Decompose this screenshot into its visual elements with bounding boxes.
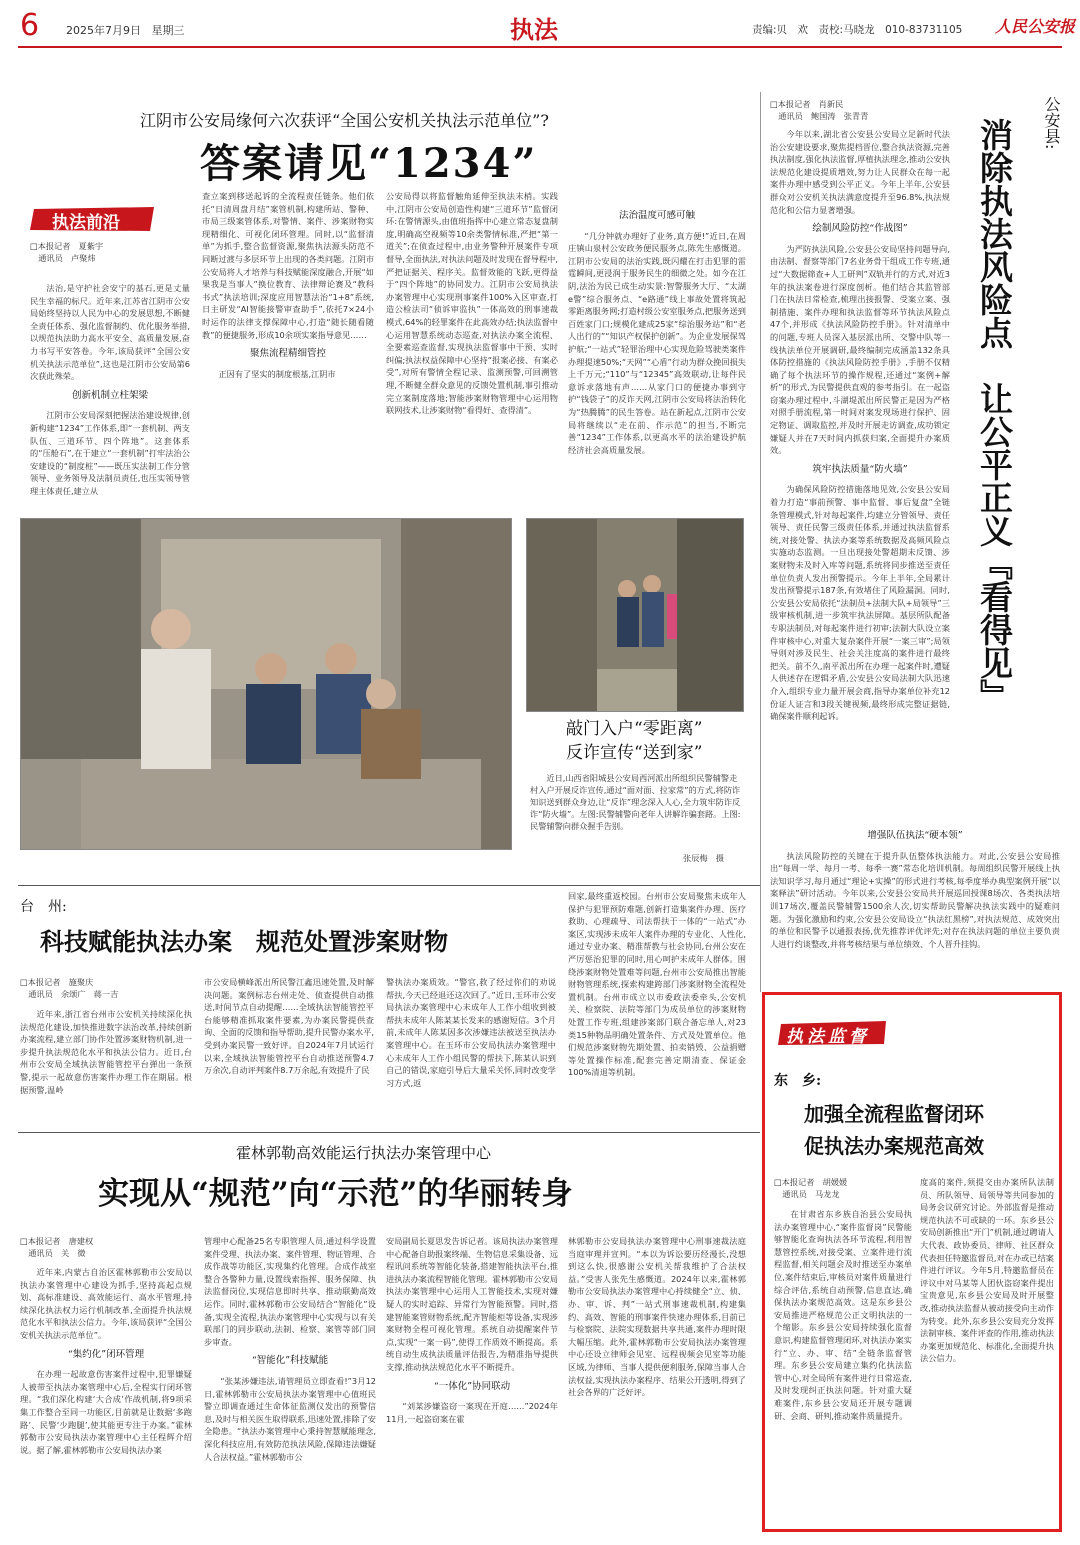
subheading: “智能化”科技赋能	[251, 1355, 329, 1367]
story4-column-1	[20, 1266, 192, 1528]
subheading: 法治温度可感可触	[618, 210, 695, 221]
story1-title: 答案请见“1234”	[200, 140, 538, 187]
paragraph: “张某涉嫌违法,请管理员立即查看!”3月12日,霍林郭勒市公安局执法办案管理中心值班民警立即调查通过生命体征监测仪发出的预警信息,及时与相关医生取得联系,迅速处置,排除了安全隐患。“执法办案管理中心秉持智慧赋能理念,深化科技应用,有效防范执法风险,保障违法嫌疑人合法权益。”霍林郭勒市公	[204, 1375, 376, 1462]
story4-column-3	[386, 1235, 558, 1528]
story5-title	[804, 1098, 984, 1162]
weekday-text: 星期三	[151, 24, 185, 37]
story4-column-2	[204, 1235, 376, 1528]
paragraph: 近年来,内蒙古自治区霍林郭勒市公安局以执法办案管理中心建设为抓手,坚持高起点规划、高标准建设、高效能运行、高水平管理,持续深化执法权力运行机制改革,全面提升执法规范化水平和执法公信力。今年,该局获评“全国公安机关执法示范单位”。	[20, 1267, 192, 1340]
paragraph: 为严防执法风险,公安县公安局坚持问题导向,由法制、督察等部门7名业务骨干组成工作专班,通过“大数据筛查+人工研判”双轨并行的方式,对近3年的执法案卷进行深度剖析。他们结合其监管部门在执法日常检查,梳理出接报警、受案立案、强制措施、案件办理和执法监督等环节执法风险点47个,并形成《执法风险防控手册》。针对清单中的问题,专班人员深入基层派出所、交警中队等一线执法单位开展调研,最终编制完成涵盖132条具体防控措施的《执法风险防控手册》,手册不仅精确了每个执法环节的操作规程,还通过“案例+解析”的形式,为民警提供直观的参考指引。在一起盗窃案办理过程中,斗湖堤派出所民警正是因为严格对照手册流程,第一时间对案发现场进行保护、固定物证、调取监控,并及时开展走访调查,成功锁定嫌疑人并在7天时间内抓获归案,全面提升办案质效。	[770, 243, 950, 456]
subheading: 聚焦流程精细管控	[249, 348, 326, 360]
column-tag-frontline	[30, 206, 158, 232]
story5-title-line-2: 促执法办案规范高效	[804, 1134, 984, 1158]
header-rule	[18, 46, 1062, 48]
column-divider	[760, 92, 761, 992]
column-tag-label: 执法监督	[786, 1027, 870, 1047]
story5-title-line-1: 加强全流程监督闭环	[804, 1102, 984, 1126]
story3-column-3	[386, 976, 556, 1126]
story2-bottom-block	[770, 830, 1060, 990]
page-number: 6	[20, 8, 40, 43]
paragraph: 市公安局横峰派出所民警江鑫迅速处置,及时解决问题。案例标志台州走处、侦查提供自动推送,时间节点自动提醒……全域执法智能管控平台能够精准抓取案件要素,为办案民警提供查询、全面的反馈和指导帮助,提升民警办案水平,受到办案民警一致好评。自2024年7月试运行以来,全域执法智能管控平台自动推送预警4.7万余次,自动评判案件8.7万余起,有效提升了民	[204, 977, 374, 1076]
section-rule	[18, 1132, 760, 1133]
subheading: 创新机制立柱架梁	[71, 389, 148, 401]
story1-byline: □本报记者 夏紫宇 通讯员 卢聚炜	[30, 241, 104, 263]
paragraph: 管理中心配备25名专职管理人员,通过科学设置案件受理、执法办案、案件管理、物证管理、合成作战等功能区,实现集约化管理。合成作战室整合各警种力量,设置线索指挥、服务保障、执法监督岗位,实现信息即时共享、推动联勤高效运作。同时,霍林郭勒市公安局结合“智能化”设备,实现全流程,执法办案管理中心实现与以有关联部门的同步联动,法制、检察、案管等部门同步审查。	[204, 1236, 376, 1347]
story3-byline: □本报记者 施聚庆 通讯员 余颂广 蒋一吉	[20, 977, 119, 999]
paragraph: 近年来,浙江省台州市公安机关持续深化执法规范化建设,加快推进数字法治改革,持续创新办案流程,建立部门协作处置涉案财物机制,进一步提升执法规范化水平和执法公信力。近日,台州市公安局全域执法智能管控平台弹出一条预警,提示一起故意伤害案件办理工作在期届。根据预警,温岭	[20, 1009, 192, 1095]
paragraph: 查立案到移送起诉的全流程责任链条。他们依托“日清周盘月结”案管机制,构建所站、警种、市局三级案管体系,对警情、案件、涉案财物实现精细化、可视化闭环管理。同时,以“监督清单”为抓手,整合监督资源,聚焦执法源头防范不同断过渡与多层环节上出现的各类问题。江阴市公安局将人才培养与科技赋能深度融合,开展“如果我是当事人”换位教育、法律辩论赛及“教科书式”执法培训;深度应用智慧法治“1+8”系统,日主研发“AI智能接警审查助手”,依托7×24小时运作的法律支撑保障中心,打造“随长随看随教”的便捷服务,形成10余项实案指导意见……	[202, 191, 374, 340]
paragraph: 今年以来,湖北省公安县公安局立足新时代法治公安建设要求,聚焦提档晋位,整合执法资源,完善执法制度,强化执法监督,厚植执法理念,推动公安执法规范化建设提质增效,努力让人民群众在每一起案件办理中感受到公平正义。今年上半年,公安县群众对公安机关执法满意度提升至96.8%,执法规范化和公信力显著增强。	[770, 129, 950, 215]
section-title: 执法	[510, 15, 558, 44]
story4-title: 实现从“规范”向“示范”的华丽转身	[98, 1176, 573, 1212]
paragraph: 为确保风险防控措施落地见效,公安县公安局着力打造“事前预警、事中监督、事后复盘”全链条管理模式,针对每起案件,均建立分管领导、责任领导、责任民警三级责任体系,并通过执法监督系统,对接处警、执法办案等系统数据及高频风险点实施动态监测。一旦出现接处警超期未反馈、涉案财物未及时入库等问题,系统将同步推送至责任单位负责人发出预警提示。今年上半年,全局累计发出预警提示187条,有效堵住了风险漏洞。同时,公安县公安局依托“法制员+法制大队+局领导”三级审核机制,进一步筑牢执法屏障。基层所队配备专职法制员,对每起案件进行初审;法制大队设立案件审核中心,对重大复杂案件开展“一案三审”;局领导则对涉及民生、社会关注度高的案件进行最终把关。前不久,南平派出所在办理一起案件时,遭疑人供述存在逻辑矛盾,公安县公安局法制大队迅速介入,组织专业力量开展会商,指导办案单位补充12份证人证言和3段关键视频,最终形成完整证据链,确保案件顺利起诉。	[770, 484, 950, 722]
paragraph: 执法风险防控的关键在于提升队伍整体执法能力。对此,公安县公安局推出“每周一学、每月一考、每季一赛”常态化培训机制。每周组织民警开展线上执法知识学习,每月通过“理论+实操”的形式进行考核,每季度举办典型案例开展“以案释法”研讨活动。今年以来,公安县公安局共开展巡回授课8场次、各类执法培训17场次,覆盖民警辅警1500余人次,切实帮助民警解决执法实践中的疑难问题。为强化激励和约束,公安县公安局设立“执法红黑榜”,对执法规范、成效突出的单位和民警予以通报表扬,优先推荐评优评先;对存在执法问题的单位主要负责人进行约谈整改,并将考核结果与单位绩效、个人晋升挂钩。	[770, 850, 1060, 949]
story1-column-3	[386, 190, 558, 507]
paragraph: “几分钟就办理好了业务,真方便!”近日,在周庄镇山泉村公安政务便民服务点,陈先生感慨道。江阴市公安局的法治实践,既闪耀在打击犯罪的雷霆瞬间,更浸润于服务民生的细微之处。如今在江阴,法治为民已成生动实景:智警服务大厅、“太湖e警”综合服务点、“e路通”线上事故处置将筑起零距离服务网;打造村级公安室服务点,把服务送到百姓家门口;规模化建成25家“综治服务站”和“老人出行的”“知识产权保护创新”。为企业发展保驾护航;“一站式”轻罪治理中心实现危险驾驶类案件办理提速50%;“天网”“心盾”行动为群众挽回损失上千万元;“110”与“12345”高效联动,让每件民意诉求落地有声……从家门口的便捷办事到守护“钱袋子”的反诈天网,江阴市公安局将法治转化为“热腾腾”的民生答卷。站在新起点,江阴市公安局将继续以“走在前、作示范”的担当,不断完善“1234”工作体系,以更高水平的法治建设护航经济社会高质量发展。	[568, 230, 746, 455]
section-rule	[18, 885, 760, 886]
photo-illustration	[527, 519, 743, 711]
subheading: 绘制风险防控“作战图”	[812, 223, 908, 235]
story1-kicker: 江阴市公安局缘何六次获评“全国公安机关执法示范单位”?	[140, 111, 549, 130]
issue-date	[66, 22, 185, 38]
paragraph: 警执法办案质效。“警官,救了经过你们的劝说帮扶,今天已经退还这次回了。”近日,玉环市公安局执法办案管理中心未成年人工作小组收到被帮扶未成年人陈某某长发来的感谢短信。3个月前,未成年人陈某因多次涉嫌违法被送至执法办案管理中心。在玉环市公安局执法办案管理中心未成年人工作小组民警的帮扶下,陈某认识到自己的错误,家庭引导后大量采关怀,同时改变学习方式,返	[386, 977, 556, 1088]
masthead-logo: 人民公安报	[995, 17, 1076, 36]
photo-right-farewell	[526, 518, 744, 712]
subheading: “一体化”协同联动	[433, 1380, 511, 1392]
paragraph: 公安局得以将监督触角延伸至执法末梢。实践中,江阴市公安局创造性构建“三道环节”监督闭环:在警情源头,由值班指挥中心建立常态复盘制度,明确高空视频等10余类警情标准,严把“第一道关”;在侦查过程中,由业务警种开展案件专项督导,全面执法,对执法问题及时发现在督导程中,严把证据关、程序关。监督效能的飞跃,更得益于“四个阵地”的协同发力。江阴市公安局执法办案管理中心实现刑事案件100%入区审查,打造公检法司“侦诉审监执”一体高效的刑事速裁模式,64%的轻罪案件在此高效办结;执法监督中心运用智慧系统动态巡查,对执法办案全流程、全要素巡查监督,实现执法监督事中干预、实时纠偏;执法权益保障中心坚持“报案必接、有案必受”,对所有警情全程记录、监测预警,可回溯管理,不断健全群众意见的反馈处置机制,事引推动完立案制度落地;智能涉案财物管理中心运用物联网技术,让涉案财物“看得好、查得清”。	[386, 191, 558, 416]
story1-column-4	[568, 210, 746, 507]
paragraph: 正因有了坚实的制度根基,江阴市	[218, 368, 336, 379]
subheading: “集约化”闭环管理	[67, 1348, 145, 1360]
story5-column-1	[774, 1208, 912, 1524]
photo-title	[566, 717, 702, 765]
story1-column-1	[30, 282, 190, 507]
paragraph: 回家,最终重返校园。台州市公安局聚焦未成年人保护与犯罪预防难题,创新打造集案件办理、医疗救助、心理疏导、司法帮扶于一体的“一站式”办案区,实现涉未成年人案件办理的专业化、人性化,通过专业办案、精准帮教与社会协同,台州公安在严厉惩治犯罪的同时,用心呵护未成年人群体。围绕涉案财物处置难等问题,台州市公安局推出智能财物管理系统,探索构建跨部门涉案财物全流程处置机制。台州市成立以市委政法委牵头,公安机关、检察院、法院等部门为成员单位的涉案财物处置工作专班,组建涉案部门联合备忘单人,对23类15种物品明确处置条件、方式及处置单位。他们规范涉案财物先期处置、拍卖销毁、公益捐赠等处置操作标准,配套完善定期清查、保证金100%清退等机制。	[568, 891, 746, 1078]
paragraph: “刘某涉嫌盗窃一案现在开庭……”2024年11月,一起盗窃案在霍	[386, 1401, 558, 1424]
paragraph: 安局副局长夏思发告诉记者。该局执法办案管理中心配备自助报案终端、生物信息采集设备、远程讯问系统等智能化装备,搭建智能执法平台,推进执法办案流程智能化管理。霍林郭勒市公安局执法办案管理中心运用人工智能技术,实现对嫌疑人的实时追踪、异常行为智能预警。同时,搭建智能案管财物系统,配齐智能柜等设备,实现涉案财物全程可视化管理。系统自动提醒案件节点,实现“一案一码”,使得工作质效不断提高。系统自动生成执法质量评估报告,为精准指导提供支撑,推动执法规范化水平不断提升。	[386, 1236, 558, 1372]
story3-column-1	[20, 1008, 192, 1126]
column-tag-supervision	[778, 1020, 888, 1046]
photo-illustration	[21, 519, 511, 849]
story2-title: 消除执法风险点 让公平正义『看得见』	[975, 118, 1014, 712]
story3-title: 科技赋能执法办案 规范处置涉案财物	[40, 927, 448, 956]
column-tag-label: 执法前沿	[52, 213, 120, 233]
date-text: 2025年7月9日	[66, 24, 141, 37]
paragraph: 在甘肃省东乡族自治县公安局执法办案管理中心,“案件监督岗”民警能够智能化查询执法各环节流程,利用智慧管控系统,对接受案、立案件进行流程监督,相关问题会及时推送至办案单位,案件结束后,审核员对案件质量进行综合评估,系统自动预警,信息直达,确保执法办案规范高效。这是东乡县公安局推进严格规范公正文明执法的一个缩影。东乡县公安局持续强化监督意识,构建监督管理闭环,对执法办案实行“立、办、审、结”全链条监督管理。东乡县公安局建立集约化执法监管中心,对全局所有案件进行日常巡查,及时发现纠正执法问题。针对重大疑难案件,东乡县公安局还开展专题调研、会商、研判,推动案件质量提升。	[774, 1209, 912, 1421]
story2-byline: □本报记者 肖新民 通讯员 鲍国涛 张青青	[770, 99, 869, 121]
story5-byline: □本报记者 胡媛媛 通讯员 马龙龙	[774, 1177, 848, 1199]
story2-title-prefix: 公安县:	[1042, 96, 1061, 150]
story5-column-2	[920, 1176, 1054, 1524]
photo-credit: 张辰梅 摄	[683, 853, 724, 863]
paragraph: 在办理一起故意伤害案件过程中,犯罪嫌疑人被带至执法办案管理中心后,全程实行闭环管理。“我们深化构建‘大合成’作战机制,将9项采集工作整合至同一功能区,目前就是让数据‘多跑路’、民警‘少跑腿’,使其能更专注于办案。”霍林郭勒市公安局执法办案管理中心主任程辉介绍说。据了解,霍林郭勒市公安局执法办案	[20, 1369, 192, 1455]
paragraph: 度高的案件,须提交由办案所队法制员、所队领导、局领导等共同参加的局务会议研究讨论。外部监督是推动规范执法不可或缺的一环。东乡县公安局创新推出“开门”机制,通过聘请人大代表、政协委员、律师、社区群众代表担任特邀监督员,对在办或已结案件进行评议。今年5月,特邀监督员在评议中对马某等人团伙盗窃案件提出宝贵意见,东乡县公安局及时开展整改,推动执法监督从被动接受向主动作为转变。此外,东乡县公安局充分发挥法制审核、案件评查的作用,推动执法办案更加规范化、标准化,全面提升执法公信力。	[920, 1177, 1054, 1364]
story3-kicker: 台 州:	[20, 899, 67, 915]
story1-column-2	[202, 190, 374, 507]
photo-title-line-1: 敲门入户“零距离”	[566, 719, 703, 739]
photo-caption: 近日,山西省阳城县公安局西河派出所组织民警辅警走村入户开展反诈宣传,通过“面对面、拉家常”的方式,将防诈知识送到群众身边,让“反诈”理念深入人心,全力筑牢防诈反诈“防火墙”。左图:民警辅警向老年人讲解诈骗套路。上图:民警辅警向群众握手告别。	[530, 773, 741, 831]
paragraph: 法治,是守护社会安宁的基石,更是丈量民生幸福的标尺。近年来,江苏省江阴市公安局始终坚持以人民为中心的发展思想,不断健全责任体系、强化监督制约、优化服务举措,以规范执法助力高水平安全、高质量发展,奋力书写平安答卷。今年,该局获评“全国公安机关执法示范单位”,这也是江阴市公安局第6次获此殊荣。	[30, 283, 190, 382]
photo-left-elderly-visit	[20, 518, 512, 850]
subheading: 增强队伍执法“硬本领”	[867, 830, 963, 841]
paragraph: 林郭勒市公安局执法办案管理中心刑事速裁法庭当庭审理并宣判。“本以为诉讼要历经漫长,没想到这么快,很感谢公安机关帮我维护了合法权益。”受害人张先生感慨道。2024年以来,霍林郭勒市公安局执法办案管理中心持续健全“立、侦、办、审、诉、判”一站式刑事速裁机制,构建集约、高效、智能的刑事案件快速办理体系,目前已与检察院、法院实现数据共享共通,案件办理时限大幅压缩。此外,霍林郭勒市公安局执法办案管理中心还设立律师会见室、远程视频会见室等功能区域,为律师、当事人提供便利服务,保障当事人合法权益,实现执法办案程序、结果公开透明,得到了社会各界的广泛好评。	[568, 1236, 746, 1398]
subheading: 筑牢执法质量“防火墙”	[812, 463, 908, 475]
story3-column-4	[568, 890, 746, 1126]
photo-title-line-2: 反诈宣传“送到家”	[566, 743, 703, 763]
story5-kicker: 东 乡:	[774, 1073, 822, 1089]
story4-kicker: 霍林郭勒高效能运行执法办案管理中心	[236, 1144, 492, 1162]
paragraph: 江阴市公安局深刻把握法治建设规律,创新构建“1234”工作体系,即“一套机制、两支队伍、三道环节、四个阵地”。这套体系的“压舱石”,在于建立“一套机制”打牢法治公安建设的“制度桩”——既压实法制工作分管领导、业务领导及法制员责任,也压实领导管理主体责任,建立从	[30, 410, 190, 496]
editors-line: 责编:贝 欢 责校:马晓龙 010-83731105	[752, 24, 963, 36]
story3-column-2	[204, 976, 374, 1126]
story2-column	[770, 128, 950, 853]
story4-column-4	[568, 1235, 746, 1528]
story4-byline: □本报记者 唐建权 通讯员 关 微	[20, 1236, 94, 1258]
